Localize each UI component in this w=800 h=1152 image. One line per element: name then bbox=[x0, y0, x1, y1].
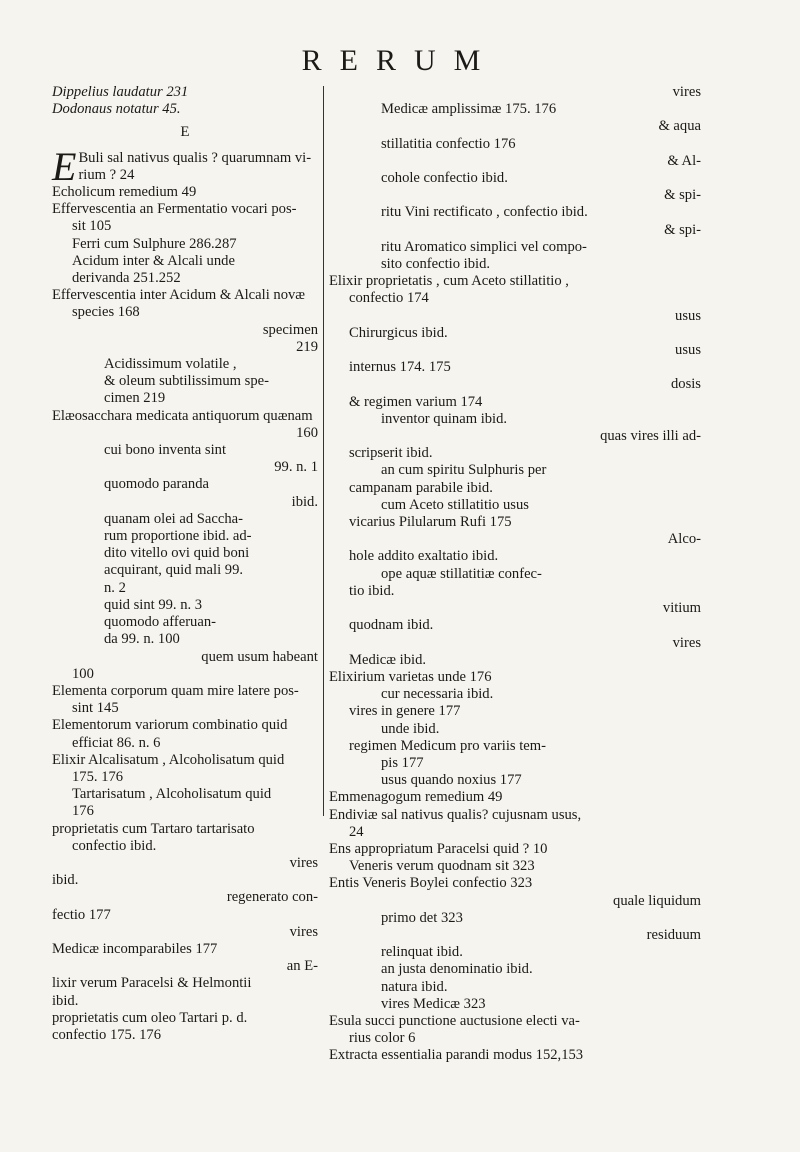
index-line: Elæosacchara medicata antiquorum quænam bbox=[52, 407, 313, 424]
index-line: Elementa corporum quam mire latere pos- bbox=[52, 682, 299, 699]
index-line: Elixirium varietas unde 176 bbox=[329, 668, 492, 685]
index-line: tio ibid. bbox=[349, 582, 395, 599]
index-line: sito confectio ibid. bbox=[381, 256, 491, 273]
index-line: relinquat ibid. bbox=[381, 944, 463, 961]
index-line: scripserit ibid. bbox=[349, 445, 433, 462]
right-column bbox=[329, 84, 701, 1065]
index-line: Effervescentia an Fermentatio vocari pos- bbox=[52, 201, 297, 218]
index-line: sint 145 bbox=[72, 700, 119, 717]
left-top-entries bbox=[52, 84, 318, 118]
index-line: & Al- bbox=[667, 152, 701, 169]
index-line: inventor quinam ibid. bbox=[381, 410, 508, 427]
index-line: an justa denominatio ibid. bbox=[381, 961, 533, 978]
left-entries bbox=[52, 184, 318, 1044]
index-line: efficiat 86. n. 6 bbox=[72, 734, 161, 751]
index-line: quem usum habeant bbox=[201, 648, 318, 665]
index-line: 24 bbox=[349, 823, 364, 840]
index-line: Acidum inter & Alcali unde bbox=[72, 252, 235, 269]
index-line: Ferri cum Sulphure 286.287 bbox=[72, 235, 237, 252]
index-line: Extracta essentialia parandi modus 152,153 bbox=[329, 1047, 584, 1064]
index-line: specimen bbox=[262, 321, 318, 338]
index-line: pis 177 bbox=[381, 754, 424, 771]
index-line: Medicæ amplissimæ 175. 176 bbox=[381, 101, 557, 118]
index-line: acquirant, quid mali 99. bbox=[104, 562, 244, 579]
index-line: Ens appropriatum Paracelsi quid ? 10 bbox=[329, 840, 548, 857]
section-letter: E bbox=[180, 124, 190, 141]
index-line: an cum spiritu Sulphuris per bbox=[381, 462, 547, 479]
index-line: natura ibid. bbox=[381, 978, 448, 995]
index-line: cimen 219 bbox=[104, 390, 166, 407]
index-line: n. 2 bbox=[104, 579, 126, 596]
index-line: species 168 bbox=[72, 304, 140, 321]
index-line: vires Medicæ 323 bbox=[381, 995, 486, 1012]
index-line: primo det 323 bbox=[381, 909, 463, 926]
index-line: Medicæ ibid. bbox=[349, 651, 427, 668]
index-line: Alco- bbox=[667, 531, 701, 548]
right-entries bbox=[329, 84, 701, 1065]
index-line: vicarius Pilularum Rufi 175 bbox=[349, 514, 512, 531]
index-line: rium ? 24 bbox=[78, 166, 135, 183]
index-line: quodnam ibid. bbox=[349, 617, 434, 634]
index-line: Emmenagogum remedium 49 bbox=[329, 789, 503, 806]
index-line: usus bbox=[675, 342, 701, 359]
index-line: rum proportione ibid. ad- bbox=[104, 528, 252, 545]
drop-cap-entry bbox=[52, 143, 318, 189]
index-line: 175. 176 bbox=[72, 768, 124, 785]
index-line: cum Aceto stillatitio usus bbox=[381, 496, 529, 513]
index-line: & spi- bbox=[664, 187, 701, 204]
index-line: unde ibid. bbox=[381, 720, 440, 737]
index-line: dito vitello ovi quid boni bbox=[104, 545, 250, 562]
index-line: campanam parabile ibid. bbox=[349, 479, 493, 496]
index-line: quid sint 99. n. 3 bbox=[104, 596, 203, 613]
running-title: RERUM bbox=[301, 44, 499, 77]
index-line: Veneris verum quodnam sit 323 bbox=[349, 858, 535, 875]
index-line: Elementorum variorum combinatio quid bbox=[52, 717, 288, 734]
index-line: & regimen varium 174 bbox=[349, 393, 483, 410]
index-line: internus 174. 175 bbox=[349, 359, 451, 376]
index-line: 160 bbox=[296, 424, 318, 441]
index-line: quanam olei ad Saccha- bbox=[104, 510, 243, 527]
index-line: Medicæ incomparabiles 177 bbox=[52, 940, 218, 957]
index-line: quas vires illi ad- bbox=[600, 428, 701, 445]
index-line: confectio ibid. bbox=[72, 837, 157, 854]
index-line: cui bono inventa sint bbox=[104, 442, 227, 459]
index-line: 99. n. 1 bbox=[274, 459, 318, 476]
index-line: proprietatis cum oleo Tartari p. d. bbox=[52, 1009, 248, 1026]
index-line: usus quando noxius 177 bbox=[381, 772, 522, 789]
drop-cap-lines bbox=[52, 143, 318, 189]
index-line: derivanda 251.252 bbox=[72, 270, 181, 287]
index-line: Acidissimum volatile , bbox=[104, 356, 237, 373]
index-line: lixir verum Paracelsi & Helmontii bbox=[52, 975, 252, 992]
index-line: rius color 6 bbox=[349, 1030, 416, 1047]
index-line: dosis bbox=[670, 376, 701, 393]
column-divider bbox=[323, 86, 324, 816]
index-line: regenerato con- bbox=[226, 889, 318, 906]
index-line: vires bbox=[289, 923, 318, 940]
index-line: ritu Vini rectificato , confectio ibid. bbox=[381, 204, 588, 221]
index-line: cur necessaria ibid. bbox=[381, 686, 494, 703]
index-line: ibid. bbox=[52, 872, 79, 889]
index-line: an E- bbox=[286, 958, 318, 975]
index-line: quomodo paranda bbox=[104, 476, 209, 493]
index-line: Buli sal nativus qualis ? quarumnam vi- bbox=[78, 149, 312, 166]
index-line: residuum bbox=[646, 926, 701, 943]
index-line: & spi- bbox=[664, 221, 701, 238]
index-line: Echolicum remedium 49 bbox=[52, 184, 197, 201]
index-line: vires bbox=[672, 84, 701, 100]
index-line: da 99. n. 100 bbox=[104, 631, 180, 648]
index-line: ope aquæ stillatitiæ confec- bbox=[381, 565, 542, 582]
index-line: ritu Aromatico simplici vel compo- bbox=[381, 238, 587, 255]
index-line: Endiviæ sal nativus qualis? cujusnam usus, bbox=[329, 806, 582, 823]
index-line: fectio 177 bbox=[52, 906, 111, 923]
index-line: vires bbox=[289, 854, 318, 871]
index-line: Dippelius laudatur 231 bbox=[52, 84, 189, 100]
index-line: vires in genere 177 bbox=[349, 703, 461, 720]
index-line: vitium bbox=[662, 600, 701, 617]
index-line: stillatitia confectio 176 bbox=[381, 135, 516, 152]
index-line: & oleum subtilissimum spe- bbox=[104, 373, 269, 390]
index-line: quomodo afferuan- bbox=[104, 614, 216, 631]
index-line: Entis Veneris Boylei confectio 323 bbox=[329, 875, 533, 892]
index-line: Effervescentia inter Acidum & Alcali novæ bbox=[52, 287, 306, 304]
index-line: cohole confectio ibid. bbox=[381, 170, 508, 187]
index-line: confectio 174 bbox=[349, 290, 429, 307]
index-line: sit 105 bbox=[72, 218, 112, 235]
index-line: regimen Medicum pro variis tem- bbox=[349, 737, 546, 754]
index-line: 219 bbox=[296, 338, 318, 355]
index-line: vires bbox=[672, 634, 701, 651]
left-column bbox=[52, 84, 318, 1044]
index-line: Chirurgicus ibid. bbox=[349, 324, 448, 341]
index-line: proprietatis cum Tartaro tartarisato bbox=[52, 820, 255, 837]
index-line: ibid. bbox=[52, 992, 79, 1009]
index-line: confectio 175. 176 bbox=[52, 1026, 162, 1043]
drop-cap-letter: E bbox=[52, 143, 77, 189]
index-line: & aqua bbox=[658, 118, 701, 135]
index-line: Elixir proprietatis , cum Aceto stillatitio , bbox=[329, 273, 569, 290]
index-line: Elixir Alcalisatum , Alcoholisatum quid bbox=[52, 751, 285, 768]
index-line: quale liquidum bbox=[613, 892, 701, 909]
index-line: Esula succi punctione auctusione electi va- bbox=[329, 1012, 580, 1029]
index-line: hole addito exaltatio ibid. bbox=[349, 548, 499, 565]
index-line: Tartarisatum , Alcoholisatum quid bbox=[72, 786, 272, 803]
index-line: ibid. bbox=[291, 493, 318, 510]
index-line: usus bbox=[675, 307, 701, 324]
index-line: 100 bbox=[72, 665, 94, 682]
index-line: 176 bbox=[72, 803, 94, 820]
index-line: Dodonaus notatur 45. bbox=[52, 101, 181, 118]
